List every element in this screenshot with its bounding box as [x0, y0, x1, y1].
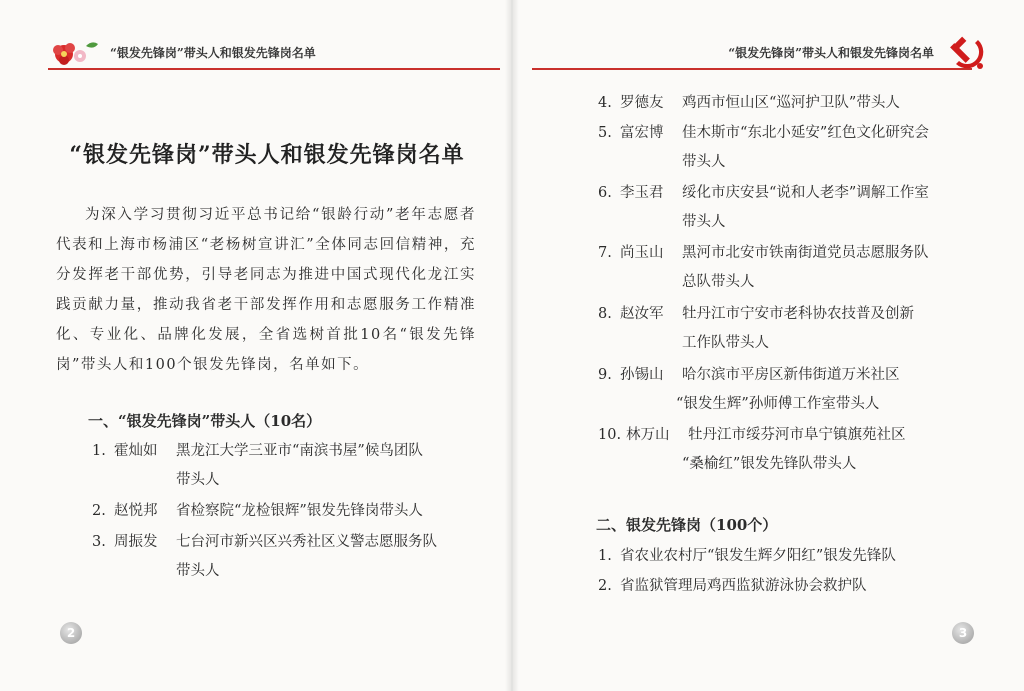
hammer-sickle-icon — [948, 34, 988, 74]
item-text-cont: 带头人 — [176, 472, 220, 488]
item-name: 尚玉山 — [620, 245, 664, 261]
intro-paragraph: 为深入学习贯彻习近平总书记给“银龄行动”老年志愿者代表和上海市杨浦区“老杨树宣讲汇”全体同志回信精神，充分发挥老干部优势，引导老同志为推进中国式现代化龙江实践贡献力量，推动我省老干部发挥作用和志愿服务工作精准化、专业化、品牌化发展，全省选树首批10名“银发先锋岗”带头人和100个银发先锋岗，名单如下。 — [56, 207, 476, 373]
item-text-cont: 带头人 — [176, 563, 220, 579]
item-number: 6. — [598, 185, 612, 201]
list-item — [92, 497, 423, 526]
item-number: 4. — [598, 95, 612, 111]
page-number: 3 — [952, 622, 974, 644]
item-text: 绥化市庆安县“说和人老李”调解工作室 — [682, 185, 929, 201]
item-number: 1. — [92, 443, 106, 459]
list-item — [598, 300, 914, 358]
list-item — [598, 572, 867, 601]
item-text: 哈尔滨市平房区新伟街道万米社区 — [682, 367, 900, 383]
item-text-cont: 带头人 — [682, 154, 726, 170]
item-text: 黑河市北安市铁南街道党员志愿服务队 — [682, 245, 929, 261]
list-item — [598, 361, 900, 419]
right-page — [512, 0, 1024, 691]
item-number: 2. — [598, 578, 612, 594]
list-item — [92, 528, 437, 586]
item-text: 佳木斯市“东北小延安”红色文化研究会 — [682, 125, 929, 141]
item-name: 赵悦邦 — [114, 503, 158, 519]
item-text: 七台河市新兴区兴秀社区义警志愿服务队 — [176, 534, 437, 550]
flower-icon — [50, 36, 100, 70]
item-name: 林万山 — [626, 427, 670, 443]
item-text-cont: “桑榆红”银发先锋队带头人 — [682, 456, 857, 472]
item-name: 李玉君 — [620, 185, 664, 201]
item-text: 鸡西市恒山区“巡河护卫队”带头人 — [682, 95, 900, 111]
list-item — [598, 89, 900, 118]
item-text-cont: 带头人 — [682, 214, 726, 230]
item-text: 黑龙江大学三亚市“南滨书屋”候鸟团队 — [176, 443, 423, 459]
list-item — [598, 542, 896, 571]
item-number: 9. — [598, 367, 612, 383]
item-name: 霍灿如 — [114, 443, 158, 459]
book-gutter — [505, 0, 519, 691]
header-rule — [48, 68, 500, 70]
item-text: 省检察院“龙检银辉”银发先锋岗带头人 — [176, 503, 423, 519]
list-item — [92, 437, 423, 495]
item-name: 赵汝军 — [620, 306, 664, 322]
item-text-cont: 工作队带头人 — [682, 335, 769, 351]
item-name: 周振发 — [114, 534, 158, 550]
header-rule — [532, 68, 972, 70]
item-number: 8. — [598, 306, 612, 322]
item-text: 牡丹江市绥芬河市阜宁镇旗苑社区 — [688, 427, 906, 443]
document-title: “银发先锋岗”带头人和银发先锋岗名单 — [69, 142, 465, 168]
item-name: 罗德友 — [620, 95, 664, 111]
running-header: “银发先锋岗”带头人和银发先锋岗名单 — [728, 46, 934, 60]
item-text: 省农业农村厅“银发生辉夕阳红”银发先锋队 — [620, 548, 896, 564]
item-number: 3. — [92, 534, 106, 550]
item-number: 5. — [598, 125, 612, 141]
item-text: 牡丹江市宁安市老科协农技普及创新 — [682, 306, 914, 322]
list-item — [598, 239, 929, 297]
item-text-cont: 总队带头人 — [682, 274, 755, 290]
item-number: 2. — [92, 503, 106, 519]
item-name: 孙锡山 — [620, 367, 664, 383]
running-header: “银发先锋岗”带头人和银发先锋岗名单 — [110, 46, 316, 60]
section-heading-leaders: 一、“银发先锋岗”带头人（10名） — [88, 412, 322, 430]
list-item — [598, 119, 929, 177]
list-item — [598, 179, 929, 237]
item-name: 富宏博 — [620, 125, 664, 141]
item-number: 7. — [598, 245, 612, 261]
item-number: 10. — [598, 427, 622, 443]
list-item — [598, 421, 906, 479]
section-heading-posts: 二、银发先锋岗（100个） — [596, 516, 778, 534]
page-number: 2 — [60, 622, 82, 644]
item-text-cont: “银发生辉”孙师傅工作室带头人 — [676, 396, 880, 412]
item-text: 省监狱管理局鸡西监狱游泳协会救护队 — [620, 578, 867, 594]
item-number: 1. — [598, 548, 612, 564]
